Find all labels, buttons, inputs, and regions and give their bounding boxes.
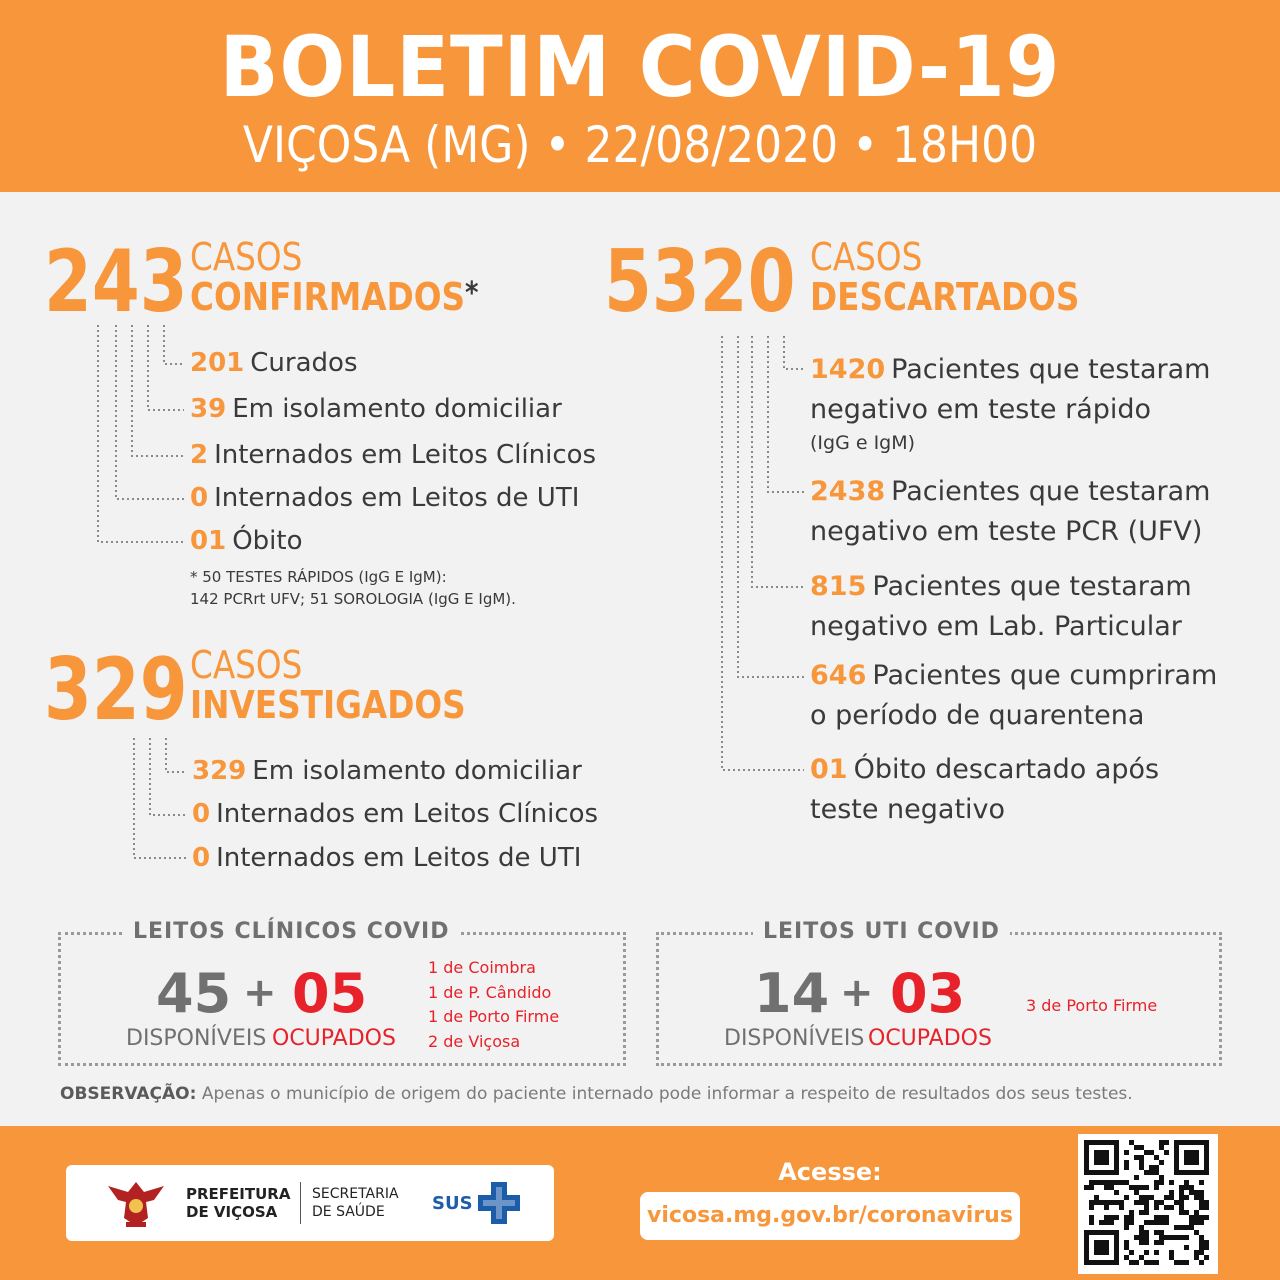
item-number: 329 [192, 756, 247, 786]
item-text: Em isolamento domiciliar [252, 756, 582, 786]
clinical-beds-title: LEITOS CLÍNICOS COVID [123, 919, 459, 944]
discarded-label-line1: CASOS [810, 235, 923, 279]
item-text-line1: Óbito descartado após [853, 754, 1160, 785]
item-text: Internados em Leitos Clínicos [214, 440, 597, 470]
prefeitura-label [186, 1185, 290, 1221]
confirmed-item-curados [190, 348, 358, 378]
confirmed-item-leitos-clinicos [190, 440, 596, 470]
icu-occupied-label: OCUPADOS [868, 1026, 992, 1051]
item-text: Em isolamento domiciliar [232, 394, 562, 424]
confirmed-count: 243 [44, 232, 188, 332]
sus-cross-icon [476, 1180, 522, 1226]
clinical-origin-list [428, 956, 559, 1054]
investigated-item-leitos-clinicos [192, 799, 598, 829]
investigated-label-line1: CASOS [190, 643, 303, 687]
qr-code-icon[interactable] [1078, 1134, 1218, 1274]
prefeitura-line1: PREFEITURA [186, 1185, 291, 1203]
item-note: (IgG e IgM) [810, 432, 916, 454]
confirmed-item-uti [190, 483, 579, 513]
confirmed-label [190, 235, 479, 319]
icu-origin-list [1026, 994, 1157, 1019]
origin-item: 1 de P. Cândido [428, 982, 552, 1002]
page-title: BOLETIM COVID-19 [219, 18, 1061, 116]
item-text-line2: teste negativo [810, 794, 1006, 825]
discarded-item-lab [810, 567, 1192, 647]
observation-note [60, 1084, 1133, 1104]
item-text-line1: Pacientes que testaram [891, 354, 1211, 385]
icu-beds-title: LEITOS UTI COVID [753, 919, 1010, 944]
confirmed-item-obito [190, 526, 302, 556]
item-number: 01 [190, 526, 227, 556]
item-text-line1: Pacientes que cumpriram [872, 660, 1218, 691]
item-text: Internados em Leitos de UTI [214, 483, 580, 513]
investigated-item-uti [192, 843, 581, 873]
tests-footnote [190, 566, 516, 610]
item-number: 01 [810, 754, 848, 785]
item-number: 2438 [810, 476, 886, 507]
item-text: Curados [250, 348, 358, 378]
item-number: 646 [810, 660, 867, 691]
icu-available-label: DISPONÍVEIS [724, 1026, 865, 1051]
item-number: 0 [192, 799, 211, 829]
footnote-line2: 142 PCRrt UFV; 51 SOROLOGIA (IgG E IgM). [190, 590, 516, 608]
item-number: 201 [190, 348, 245, 378]
confirmed-label-line1: CASOS [190, 235, 303, 279]
footnote-line1: * 50 TESTES RÁPIDOS (IgG E IgM): [190, 568, 447, 586]
icu-beds-occupied: 03 [890, 962, 966, 1025]
confirmed-label-line2: CONFIRMADOS [190, 274, 466, 319]
origin-item: 3 de Porto Firme [1026, 996, 1158, 1015]
page-subtitle: VIÇOSA (MG) • 22/08/2020 • 18H00 [242, 116, 1038, 174]
investigated-count: 329 [44, 640, 188, 740]
item-number: 0 [192, 843, 211, 873]
item-text-line2: negativo em Lab. Particular [810, 611, 1182, 642]
origin-item: 2 de Viçosa [428, 1031, 521, 1051]
discarded-item-rapido [810, 350, 1210, 456]
discarded-item-quarentena [810, 656, 1217, 736]
qr-code-graphic [1078, 1134, 1218, 1274]
asterisk: * [465, 275, 479, 311]
observation-text: Apenas o município de origem do paciente internado pode informar a respeito de resultados dos seus testes. [201, 1084, 1133, 1104]
origin-item: 1 de Porto Firme [428, 1007, 560, 1026]
discarded-label [810, 235, 1080, 319]
item-text-line1: Pacientes que testaram [872, 571, 1192, 602]
discarded-count: 5320 [604, 232, 796, 332]
item-text: Internados em Leitos Clínicos [216, 799, 599, 829]
item-text-line2: o período de quarentena [810, 700, 1145, 731]
discarded-item-obito [810, 750, 1159, 830]
confirmed-item-isolamento [190, 394, 562, 424]
investigated-item-isolamento [192, 756, 582, 786]
secretaria-line1: SECRETARIA [312, 1186, 399, 1202]
plus-sign: + [243, 970, 277, 1016]
item-text: Internados em Leitos de UTI [216, 843, 582, 873]
city-crest-icon [104, 1176, 168, 1230]
discarded-item-pcr [810, 472, 1210, 552]
clinical-beds-available: 45 [156, 962, 232, 1025]
icu-beds-available: 14 [754, 962, 830, 1025]
item-number: 39 [190, 394, 227, 424]
item-number: 2 [190, 440, 209, 470]
item-number: 1420 [810, 354, 886, 385]
item-number: 0 [190, 483, 209, 513]
investigated-label-line2: INVESTIGADOS [190, 682, 466, 727]
secretaria-label [312, 1185, 399, 1221]
item-text-line2: negativo em teste rápido [810, 394, 1152, 425]
origin-item: 1 de Coimbra [428, 958, 536, 977]
investigated-label [190, 643, 466, 727]
item-text-line2: negativo em teste PCR (UFV) [810, 516, 1203, 547]
sus-label: SUS [432, 1193, 473, 1214]
observation-label: OBSERVAÇÃO: [60, 1084, 197, 1104]
clinical-beds-occupied: 05 [292, 962, 368, 1025]
prefeitura-line2: DE VIÇOSA [186, 1203, 278, 1221]
item-text: Óbito [232, 526, 303, 556]
item-number: 815 [810, 571, 867, 602]
site-link[interactable]: vicosa.mg.gov.br/coronavirus [647, 1203, 1013, 1228]
discarded-label-line2: DESCARTADOS [810, 274, 1080, 319]
item-text-line1: Pacientes que testaram [891, 476, 1211, 507]
logo-divider [300, 1182, 301, 1224]
secretaria-line2: DE SAÚDE [312, 1204, 385, 1220]
clinical-available-label: DISPONÍVEIS [126, 1026, 267, 1051]
clinical-occupied-label: OCUPADOS [272, 1026, 396, 1051]
plus-sign: + [840, 970, 874, 1016]
acesse-label: Acesse: [778, 1158, 882, 1186]
